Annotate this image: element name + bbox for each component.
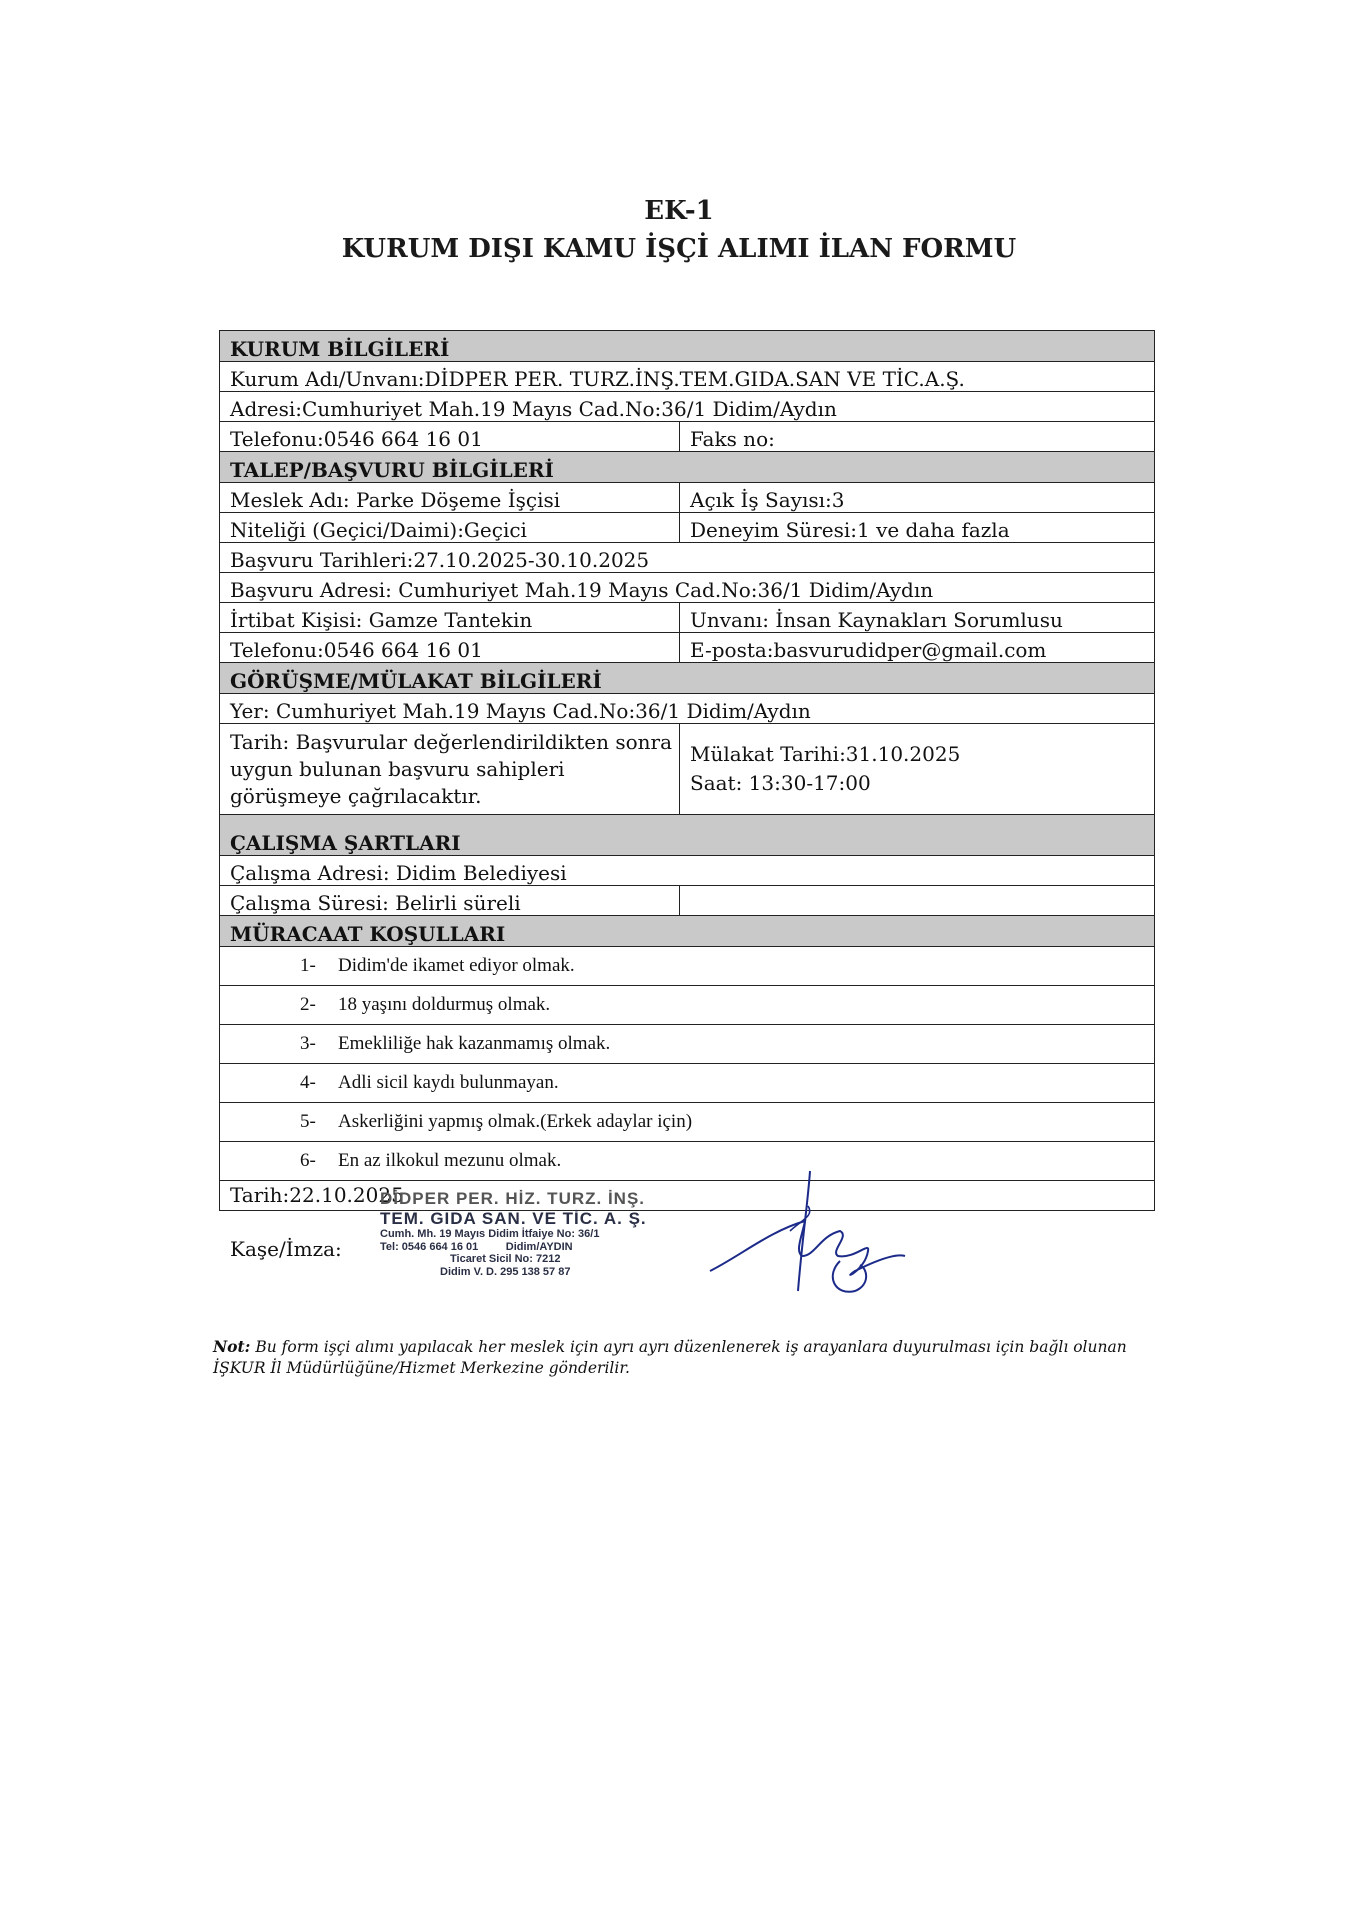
meslek-adi: Meslek Adı: Parke Döşeme İşçisi	[220, 483, 680, 513]
signature-icon	[690, 1161, 910, 1301]
calisma-suresi: Çalışma Süresi: Belirli süreli	[220, 886, 680, 916]
irtibat-unvani: Unvanı: İnsan Kaynakları Sorumlusu	[680, 603, 1155, 633]
condition-item: 6- En az ilkokul mezunu olmak.	[220, 1142, 1155, 1181]
kurum-adi: Kurum Adı/Unvanı:DİDPER PER. TURZ.İNŞ.TEM.GIDA.SAN VE TİC.A.Ş.	[220, 362, 1155, 392]
condition-item: 3- Emekliliğe hak kazanmamış olmak.	[220, 1025, 1155, 1064]
acik-is-sayisi: Açık İş Sayısı:3	[680, 483, 1155, 513]
form-title: KURUM DIŞI KAMU İŞÇİ ALIMI İLAN FORMU	[341, 234, 1017, 264]
condition-item: 4- Adli sicil kaydı bulunmayan.	[220, 1064, 1155, 1103]
kurum-telefon: Telefonu:0546 664 16 01	[220, 422, 680, 452]
condition-item: 5- Askerliğini yapmış olmak.(Erkek adaylar için)	[220, 1103, 1155, 1142]
form-code: EK-1	[644, 196, 714, 226]
calisma-empty-cell	[680, 886, 1155, 916]
section-calisma-header: ÇALIŞMA ŞARTLARI	[220, 815, 1155, 856]
form-date: Tarih:22.10.2025	[230, 1183, 404, 1207]
kurum-faks: Faks no:	[680, 422, 1155, 452]
page-title	[0, 192, 1358, 268]
announcement-form-table	[219, 330, 1155, 1279]
deneyim-suresi: Deneyim Süresi:1 ve daha fazla	[680, 513, 1155, 543]
stamp-signature-label: Kaşe/İmza:	[230, 1237, 342, 1261]
section-gorusme-header: GÖRÜŞME/MÜLAKAT BİLGİLERİ	[220, 663, 1155, 694]
section-kurum-header: KURUM BİLGİLERİ	[220, 331, 1155, 362]
section-muracaat-header: MÜRACAAT KOŞULLARI	[220, 916, 1155, 947]
mulakat-saati: Saat: 13:30-17:00	[690, 771, 871, 795]
section-talep-header: TALEP/BAŞVURU BİLGİLERİ	[220, 452, 1155, 483]
niteligi: Niteliği (Geçici/Daimi):Geçici	[220, 513, 680, 543]
gorusme-tarih: Tarih: Başvurular değerlendirildikten sonra uygun bulunan başvuru sahipleri görüşmeye çağrılacaktır.	[220, 724, 680, 815]
irtibat-kisisi: İrtibat Kişisi: Gamze Tantekin	[220, 603, 680, 633]
basvuru-tarihleri: Başvuru Tarihleri:27.10.2025-30.10.2025	[220, 543, 1155, 573]
company-stamp: DİDPER PER. HİZ. TURZ. İNŞ. TEM. GIDA SAN. VE TİC. A. Ş. Cumh. Mh. 19 Mayıs Didim İtfaiye No: 36/1 Tel: 0546 664 16 01 Didim/AYDIN Ticaret Sicil No: 7212 Didim V. D. 295 138 57 87	[380, 1189, 647, 1279]
signature-block	[220, 1181, 1155, 1279]
footnote: Not: Bu form işçi alımı yapılacak her meslek için ayrı ayrı düzenlenerek iş arayanlara duyurulması için bağlı olunan İŞKUR İl Müdürlüğüne/Hizmet Merkezine gönderilir.	[213, 1337, 1127, 1377]
condition-item: 1- Didim'de ikamet ediyor olmak.	[220, 947, 1155, 986]
calisma-adresi: Çalışma Adresi: Didim Belediyesi	[220, 856, 1155, 886]
irtibat-telefonu: Telefonu:0546 664 16 01	[220, 633, 680, 663]
condition-item: 2- 18 yaşını doldurmuş olmak.	[220, 986, 1155, 1025]
irtibat-eposta: E-posta:basvurudidper@gmail.com	[680, 633, 1155, 663]
mulakat-tarihi: Mülakat Tarihi:31.10.2025	[690, 742, 961, 766]
kurum-adres: Adresi:Cumhuriyet Mah.19 Mayıs Cad.No:36/1 Didim/Aydın	[220, 392, 1155, 422]
basvuru-adresi: Başvuru Adresi: Cumhuriyet Mah.19 Mayıs Cad.No:36/1 Didim/Aydın	[220, 573, 1155, 603]
gorusme-yer: Yer: Cumhuriyet Mah.19 Mayıs Cad.No:36/1 Didim/Aydın	[220, 694, 1155, 724]
mulakat-cell	[680, 724, 1155, 815]
